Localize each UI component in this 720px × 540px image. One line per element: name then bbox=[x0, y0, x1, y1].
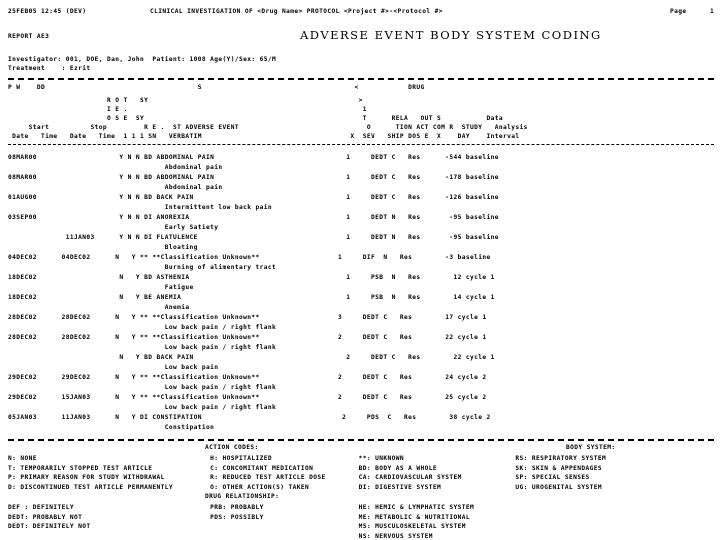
table-row: 29DEC02 29DEC02 N Y ** **Classification Unknown** 2 DEDT C Res 24 cycle 2 bbox=[8, 374, 487, 381]
legend-line: DEDT: PROBABLY NOT PDS: POSSIBLY ME: METABOLIC & NUTRITIONAL bbox=[8, 513, 471, 521]
table-row: 05JAN03 11JAN03 N Y DI CONSTIPATION 2 PDS C Res 38 cycle 2 bbox=[8, 414, 491, 421]
report-title: ADVERSE EVENT BODY SYSTEM CODING bbox=[300, 28, 602, 42]
table-row: Abdominal pain bbox=[8, 184, 223, 191]
column-header-rule bbox=[8, 144, 714, 145]
table-row: 08MAR00 Y N N BD ABDOMINAL PAIN 1 DEDT C Res -178 baseline bbox=[8, 174, 499, 181]
drug-relationship-heading: DRUG RELATIONSHIP: bbox=[205, 493, 280, 500]
body-system-heading: BODY SYSTEM: bbox=[566, 444, 616, 451]
table-row: Low back pain / right flank bbox=[8, 324, 277, 331]
investigator-line: Investigator: 001, DOE, Dan, John Patient: 1008 Age(Y)/Sex: 65/M bbox=[8, 56, 277, 63]
table-row: 11JAN03 Y N N DI FLATULENCE 1 DEDT N Res -95 baseline bbox=[8, 234, 499, 241]
column-header-row-6: Date Time Date Time 1 1 1 SN VERBATIM X SEV SHIP DOS E X DAY Interval bbox=[8, 133, 520, 140]
table-row: Early Satiety bbox=[8, 224, 219, 231]
table-row: Anemia bbox=[8, 304, 190, 311]
table-row: 29DEC02 15JAN03 N Y ** **Classification Unknown** 2 DEDT C Res 25 cycle 2 bbox=[8, 394, 487, 401]
legend-line: T: TEMPORARILY STOPPED TEST ARTICLE C: CONCOMITANT MEDICATION BD: BODY AS A WHOLE SK: SKIN & APPENDAGES bbox=[8, 464, 603, 472]
column-header-row-5: Start Stop R E . ST ADVERSE EVENT O TION ACT COM R STUDY Analysis bbox=[8, 124, 528, 131]
page-label: Page bbox=[670, 8, 687, 15]
table-row: Low back pain bbox=[8, 364, 219, 371]
table-row: 01AUG00 Y N N BD BACK PAIN 1 DEDT C Res -126 baseline bbox=[8, 194, 499, 201]
table-row: Low back pain / right flank bbox=[8, 384, 277, 391]
table-row: Constipation bbox=[8, 424, 215, 431]
table-row: Bloating bbox=[8, 244, 198, 251]
table-row: 04DEC02 04DEC02 N Y ** **Classification Unknown** 1 DIF N Res -3 baseline bbox=[8, 254, 491, 261]
table-row: 28DEC02 28DEC02 N Y ** **Classification Unknown** 2 DEDT C Res 22 cycle 1 bbox=[8, 334, 487, 341]
legend-line: DEDT: DEFINITELY NOT MS: MUSCULOSKELETAL SYSTEM bbox=[8, 523, 466, 530]
table-row: Fatigue bbox=[8, 284, 194, 291]
legend-line: NS: NERVOUS SYSTEM bbox=[8, 532, 433, 540]
table-row: Intermittent low back pain bbox=[8, 204, 273, 211]
table-row: Low back pain / right flank bbox=[8, 404, 277, 411]
table-row: Burning of alimentary tract bbox=[8, 264, 277, 271]
table-row: 08MAR00 Y N N BD ABDOMINAL PAIN 1 DEDT C Res -544 baseline bbox=[8, 154, 499, 161]
legend-line: N: NONE H: HOSPITALIZED **: UNKNOWN RS: RESPIRATORY SYSTEM bbox=[8, 455, 607, 462]
table-row: N Y BD BACK PAIN 2 DEDT C Res 22 cycle 1 bbox=[8, 354, 495, 361]
report-id: REPORT AE3 bbox=[8, 33, 50, 40]
column-header-row-2: R O T SY > bbox=[8, 97, 363, 104]
page-number: 1 bbox=[710, 8, 715, 15]
header-rule bbox=[8, 78, 714, 80]
action-codes-heading: ACTION CODES: bbox=[205, 444, 259, 451]
legend-rule bbox=[8, 439, 714, 441]
table-row: 03SEP00 Y N N DI ANOREXIA 1 DEDT N Res -95 baseline bbox=[8, 214, 499, 221]
legend-line: D: DISCONTINUED TEST ARTICLE PERMANENTLY O: OTHER ACTION(S) TAKEN DI: DIGESTIVE SYSTEM UG: UROGENITAL SYSTEM bbox=[8, 483, 603, 491]
table-row: 18DEC02 N Y BD ASTHENIA 1 PSB N Res 12 cycle 1 bbox=[8, 274, 495, 281]
table-row: 28DEC02 28DEC02 N Y ** **Classification Unknown** 3 DEDT C Res 17 cycle 1 bbox=[8, 314, 487, 321]
table-row: 18DEC02 N Y BE ANEMIA 1 PSB N Res 14 cycle 1 bbox=[8, 294, 495, 301]
column-header-row-3: I E . 1 bbox=[8, 106, 367, 113]
column-header-row-1: P W DD S < DRUG bbox=[8, 84, 425, 91]
table-row: Low back pain / right flank bbox=[8, 344, 277, 351]
table-row: Abdominal pain bbox=[8, 164, 223, 171]
run-info: 25FEB05 12:45 (DEV) bbox=[8, 8, 87, 15]
study-title: CLINICAL INVESTIGATION OF <Drug Name> PROTOCOL <Project #>-<Protocol #> bbox=[150, 8, 443, 15]
treatment-line: Treatment : Ezrit bbox=[8, 65, 91, 72]
legend-line: P: PRIMARY REASON FOR STUDY WITHDRAWAL R: REDUCED TEST ARTICLE DOSE CA: CARDIOVASCULAR SYSTEM SP: SPECIAL SENSES bbox=[8, 474, 590, 481]
column-header-row-4: O S E SY T RELA OUT S Data bbox=[8, 115, 504, 122]
legend-line: DEF : DEFINITELY PRB: PROBABLY HE: HEMIC & LYMPHATIC SYSTEM bbox=[8, 504, 475, 511]
